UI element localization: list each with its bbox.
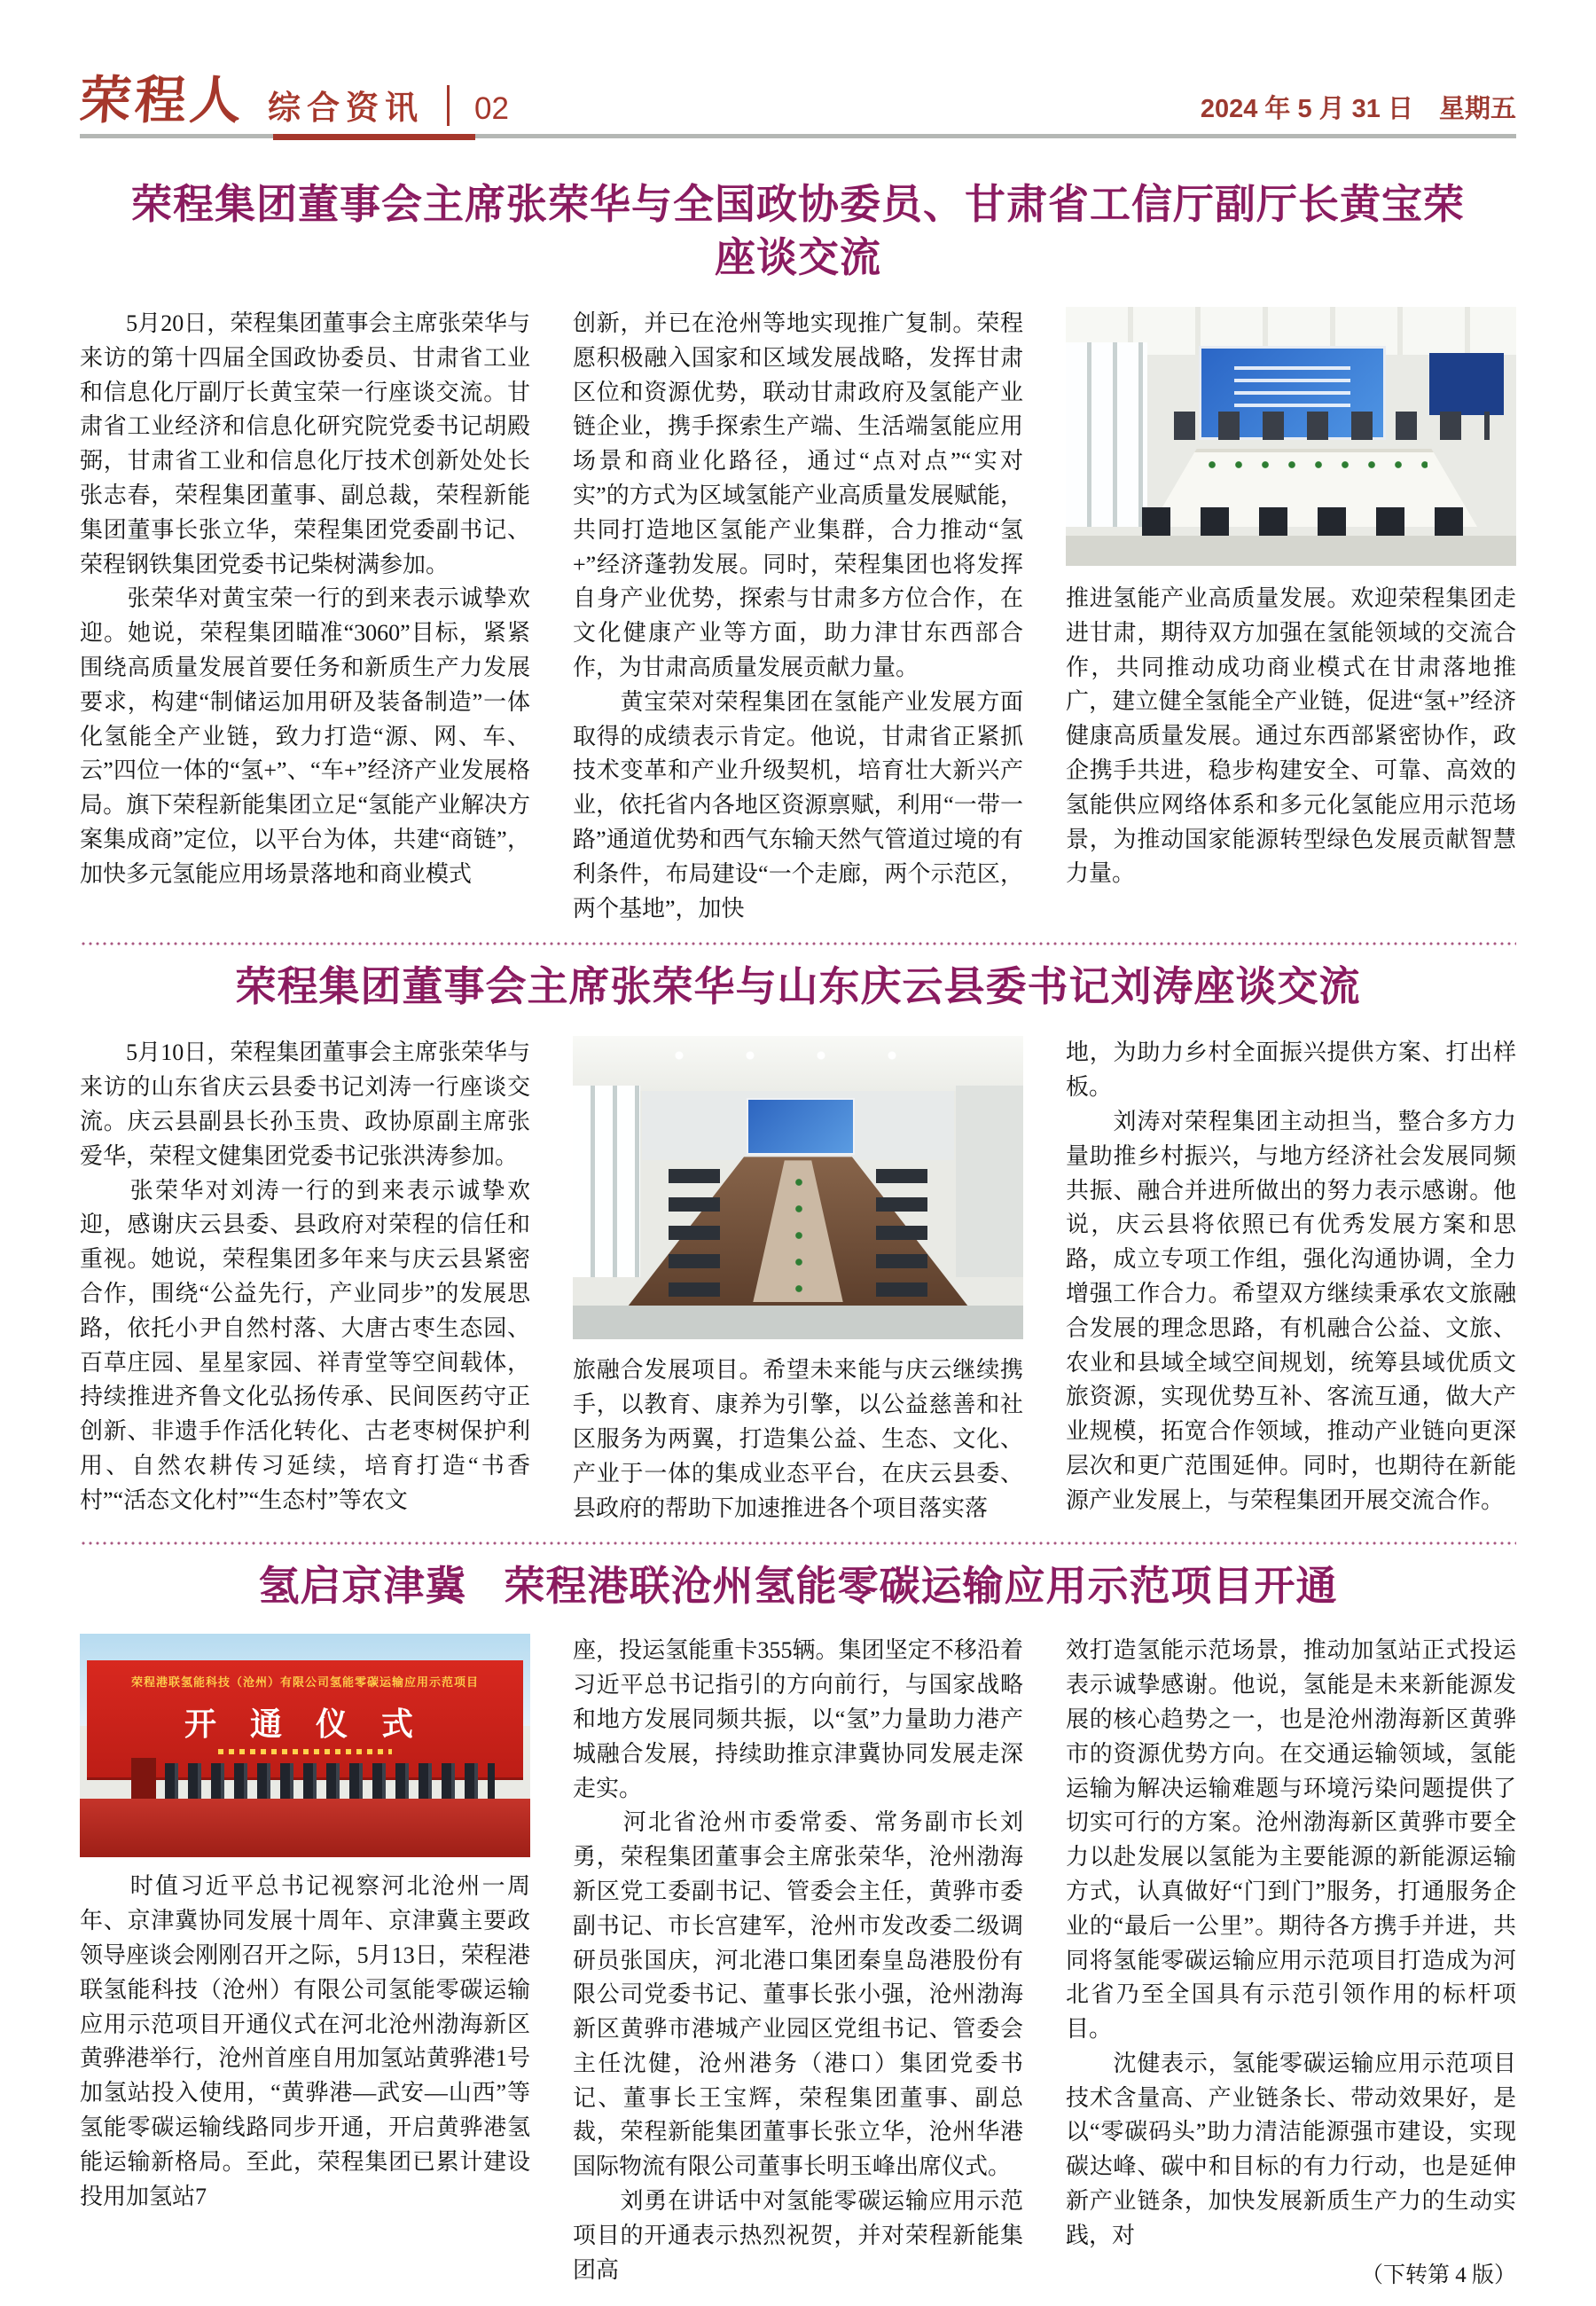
ceiling bbox=[573, 1036, 1023, 1091]
paragraph: 沈健表示，氢能零碳运输应用示范项目技术含量高、产业链条长、带动效果好，是以“零碳码头”助力清洁能源强市建设，实现碳达峰、碳中和目标的有力行动，也是延伸新产业链条，加快发展新质生产力的生动实践，对 bbox=[1066, 2050, 1516, 2248]
photo-text-column bbox=[1066, 307, 1516, 926]
paragraph: 黄宝荣对荣程集团在氢能产业发展方面取得的成绩表示肯定。他说，甘肃省正紧抓技术变革和产业升级契机，培育壮大新兴产业，依托省内各地区资源禀赋，利用“一带一路”通道优势和西气东输天然气管道过境的有利条件，布局建设“一个走廊，两个示范区，两个基地”，加快 bbox=[573, 688, 1023, 922]
article-hydrogen-project bbox=[80, 1559, 1516, 2292]
article-qingyun-meeting bbox=[80, 960, 1516, 1526]
attendees-back-row bbox=[1163, 412, 1490, 440]
article-title bbox=[80, 1559, 1516, 1612]
banner-date-line bbox=[218, 1749, 393, 1754]
photo-column-text bbox=[573, 1353, 1023, 1526]
masthead bbox=[77, 0, 1516, 130]
window-wall bbox=[573, 1086, 640, 1277]
table-plants bbox=[788, 1169, 810, 1293]
page-number: 02 bbox=[474, 91, 509, 126]
article-title: 荣程集团董事会主席张荣华与山东庆云县委书记刘涛座谈交流 bbox=[235, 963, 1361, 1010]
photo-opening-ceremony bbox=[80, 1634, 530, 1857]
banner-main-line: 开 通 仪 式 bbox=[184, 1706, 426, 1743]
article-title-part1: 氢启京津冀 bbox=[258, 1563, 467, 1610]
podium bbox=[131, 1758, 156, 1799]
masthead-rule-accent bbox=[273, 134, 475, 140]
continued-note: （下转第 4 版） bbox=[1360, 2263, 1516, 2287]
article-columns bbox=[80, 1634, 1516, 2292]
paragraph: 时值习近平总书记视察河北沧州一周年、京津冀协同发展十周年、京津冀主要政领导座谈会刚刚召开之际，5月13日，荣程港联氢能科技（沧州）有限公司氢能零碳运输应用示范项目开通仪式在河北沧州渤海新区黄骅港举行，沧州首座自用加氢站黄骅港1号加氢站投入使用，“黄骅港—武安—山西”等氢能零碳运输线路同步开通，开启黄骅港氢能运输新格局。至此，荣程集团已累计建设投用加氢站7 bbox=[80, 1873, 530, 2209]
paragraph: 推进氢能产业高质量发展。欢迎荣程集团走进甘肃，期待双方加强在氢能领域的交流合作，共同推动成功商业模式在甘肃落地推广，建立健全氢能全产业链，促进“氢+”经济健康高质量发展。通过东西部紧密协作，政企携手共进，稳步构建安全、可靠、高效的氢能供应网络体系和多元化氢能应用示范场景，为推动国家能源转型绿色发展贡献智慧力量。 bbox=[1066, 585, 1516, 887]
article-title-line2: 座谈交流 bbox=[715, 234, 881, 280]
photo-column-text bbox=[1066, 582, 1516, 891]
article-gansu-meeting bbox=[80, 177, 1516, 926]
paragraph: 5月20日，荣程集团董事会主席张荣华与来访的第十四届全国政协委员、甘肃省工业和信息化厅副厅长黄宝荣一行座谈交流。甘肃省工业经济和信息化研究院党委书记胡殿弼，甘肃省工业和信息化厅技术创新处处长张志春，荣程集团董事、副总裁，荣程新能集团董事长张立华，荣程集团党委副书记、荣程钢铁集团党委书记柴树满参加。 bbox=[80, 310, 530, 577]
photo-text-column bbox=[573, 1036, 1023, 1526]
screen-text-lines bbox=[1234, 366, 1350, 412]
paragraph: 河北省沧州市委常委、常务副市长刘勇，荣程集团董事会主席张荣华，沧州渤海新区党工委副书记、管委会主任，黄骅市委副书记、市长宫建军，沧州市发改委二级调研员张国庆，河北港口集团秦皇岛港股份有限公司党委书记、董事长张小强，沧州渤海新区黄骅市港城产业园区党组书记、管委会主任沈健，沧州港务（港口）集团党委书记、董事长王宝辉，荣程集团董事、副总裁，荣程新能集团董事长张立华，沧州华港国际物流有限公司董事长明玉峰出席仪式。 bbox=[573, 1809, 1023, 2180]
column-text bbox=[1066, 1634, 1516, 2253]
paragraph: 刘勇在讲话中对氢能零碳运输应用示范项目的开通表示热烈祝贺，并对荣程新能集团高 bbox=[573, 2188, 1023, 2283]
paragraph: 效打造氢能示范场景，推动加氢站正式投运表示诚挚感谢。他说，氢能是未来新能源发展的核心趋势之一，也是沧州渤海新区黄骅市的资源优势方向。在交通运输领域，氢能运输为解决运输难题与环境污染问题提供了切实可行的方案。沧州渤海新区黄骅市要全力以赴发展以氢能为主要能源的新能源运输方式，认真做好“门到门”服务，打通服务企业的“最后一公里”。期待各方携手并进，共同将氢能零碳运输应用示范项目打造成为河北省乃至全国具有示范引领作用的标杆项目。 bbox=[1066, 1637, 1516, 2043]
masthead-divider bbox=[447, 85, 450, 126]
paragraph: 创新，并已在沧州等地实现推广复制。荣程愿积极融入国家和区域发展战略，发挥甘肃区位和资源优势，联动甘肃政府及氢能产业链企业，携手探索生产端、生活端氢能应用场景和商业化路径，通过“点对点”“实对实”的方式为区域氢能产业高质量发展赋能，共同打造地区氢能产业集群，合力推动“氢+”经济蓬勃发展。同时，荣程集团也将发挥自身产业优势，探索与甘肃多方位合作，在文化健康产业等方面，助力津甘东西部合作，为甘肃高质量发展贡献力量。 bbox=[573, 310, 1023, 680]
article-title-part2: 荣程港联沧州氢能零碳运输应用示范项目开通 bbox=[504, 1563, 1338, 1610]
floor bbox=[1066, 536, 1516, 566]
attendees-right bbox=[876, 1169, 927, 1302]
paragraph: 张荣华对刘涛一行的到来表示诚挚欢迎，感谢庆云县委、县政府对荣程的信任和重视。她说，荣程集团多年来与庆云县紧密合作，围绕“公益先行，产业同步”的发展思路，依托小尹自然村落、大唐古枣生态园、百草庄园、星星家园、祥青堂等空间载体，持续推进齐鲁文化弘扬传承、民间医药守正创新、非遗手作活化转化、古老枣树保护利用、自然农耕传习延续，培育打造“书香村”“活态文化村”“生态村”等农文 bbox=[80, 1177, 530, 1513]
masthead-date: 2024 年 5 月 31 日 星期五 bbox=[1200, 95, 1516, 123]
paragraph: 张荣华对黄宝荣一行的到来表示诚挚欢迎。她说，荣程集团瞄准“3060”目标，紧紧围绕高质量发展首要任务和新质生产力发展要求，构建“制储运加用研及装备制造”一体化氢能全产业链，致力打造“源、网、车、云”四位一体的“氢+”、“车+”经济产业发展格局。旗下荣程新能集团立足“氢能产业解决方案集成商”定位，以平台为体，共建“商链”，加快多元氢能应用场景落地和商业模式 bbox=[80, 585, 530, 887]
text-column-2 bbox=[573, 1634, 1023, 2292]
side-screen bbox=[1429, 353, 1504, 415]
stage-floor bbox=[80, 1799, 530, 1857]
newspaper-logo: 荣程人 bbox=[77, 70, 247, 130]
text-column-2 bbox=[573, 307, 1023, 926]
paragraph: 旅融合发展项目。希望未来能与庆云继续携手，以教育、康养为引擎，以公益慈善和社区服务为两翼，打造集公益、生态、文化、产业于一体的集成业态平台，在庆云县委、县政府的帮助下加速推进各个项目落实落 bbox=[573, 1357, 1023, 1521]
text-column-1 bbox=[80, 307, 530, 926]
masthead-rule bbox=[80, 134, 1516, 138]
attendees-row bbox=[165, 1763, 495, 1802]
text-column-1 bbox=[80, 1036, 530, 1526]
paragraph: 刘涛对荣程集团主动担当，整合多方力量助推乡村振兴，与地方经济社会发展同频共振、融合并进所做出的努力表示感谢。他说，庆云县将依照已有优秀发展方案和思路，成立专项工作组，强化沟通协调，全力增强工作合力。希望双方继续秉承农文旅融合发展的理念思路，有机融合公益、文旅、农业和县域全域空间规划，统筹县域优质文旅资源，实现优势互补、客流互通，做大产业规模，拓宽合作领域，推动产业链向更深层次和更广范围延伸。同时，也期待在新能源产业发展上，与荣程集团开展交流合作。 bbox=[1066, 1108, 1516, 1513]
article-title bbox=[80, 177, 1516, 284]
photo-text-column bbox=[80, 1634, 530, 2292]
section-label: 综合资讯 bbox=[268, 90, 425, 126]
floor bbox=[573, 1306, 1023, 1339]
article-separator bbox=[80, 1541, 1516, 1545]
attendees-left bbox=[669, 1169, 720, 1302]
article-separator bbox=[80, 942, 1516, 945]
paragraph: 5月10日，荣程集团董事会主席张荣华与来访的山东省庆云县委书记刘涛一行座谈交流。庆云县副县长孙玉贵、政协原副主席张爱华，荣程文健集团党委书记张洪涛参加。 bbox=[80, 1039, 530, 1169]
photo-conference-gansu bbox=[1066, 307, 1516, 566]
masthead-left bbox=[77, 70, 509, 130]
photo-column-text bbox=[80, 1870, 530, 2214]
text-column-3 bbox=[1066, 1036, 1516, 1526]
right-wall bbox=[956, 1086, 1023, 1277]
paragraph: 座，投运氢能重卡355辆。集团坚定不移沿着习近平总书记指引的方向前行，与国家战略和地方发展同频共振，以“氢”力量助力港产城融合发展，持续助推京津冀协同发展走深走实。 bbox=[573, 1637, 1023, 1801]
paragraph: 地，为助力乡村全面振兴提供方案、打出样板。 bbox=[1066, 1039, 1516, 1101]
article-columns bbox=[80, 307, 1516, 926]
banner-title-line: 荣程港联氢能科技（沧州）有限公司氢能零碳运输应用示范项目 bbox=[130, 1675, 479, 1690]
photo-conference-qingyun bbox=[573, 1036, 1023, 1339]
window-wall bbox=[1066, 342, 1147, 527]
article-columns bbox=[80, 1036, 1516, 1526]
article-title-line1: 荣程集团董事会主席张荣华与全国政协委员、甘肃省工信厅副厅长黄宝荣 bbox=[131, 181, 1465, 227]
table-plants bbox=[1199, 459, 1428, 470]
ceiling-lights bbox=[644, 1050, 952, 1061]
text-column-3 bbox=[1066, 1634, 1516, 2292]
projection-screen bbox=[747, 1098, 855, 1155]
